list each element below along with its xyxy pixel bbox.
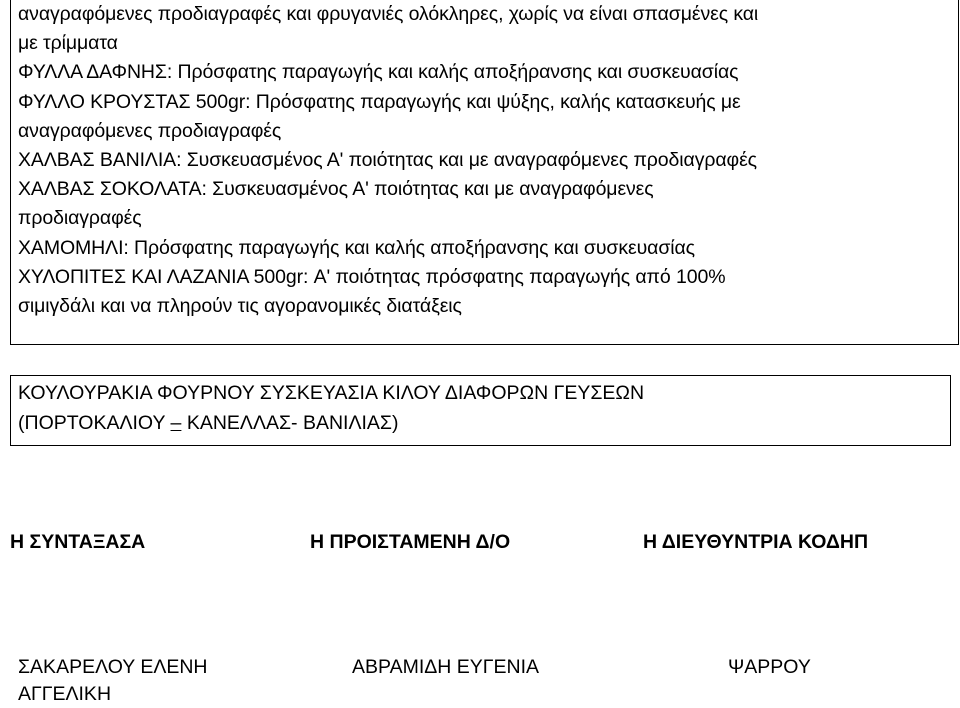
product-line-2-end: ΚΑΝΕΛΛΑΣ- ΒΑΝΙΛΙΑΣ) (181, 411, 399, 434)
signature-title-author: Η ΣΥΝΤΑΞΑΣΑ (10, 531, 146, 553)
product-box (10, 375, 951, 446)
spec-line: ΦΥΛΛΟ ΚΡΟΥΣΤΑΣ 500gr: Πρόσφατης παραγωγής και ψύξης, καλής κατασκευής με (18, 90, 741, 113)
spec-line: αναγραφόμενες προδιαγραφές (18, 119, 282, 142)
product-line-2 (18, 409, 950, 439)
signature-title-supervisor: Η ΠΡΟΙΣΤΑΜΕΝΗ Δ/Ο (310, 531, 511, 553)
signature-title-director: Η ΔΙΕΥΘΥΝΤΡΙΑ ΚΟΔΗΠ (643, 531, 869, 553)
signature-name-director: ΨΑΡΡΟΥ (728, 656, 811, 678)
spec-line: σιμιγδάλι και να πληρούν τις αγορανομικές διατάξεις (18, 295, 462, 318)
specifications-box (10, 0, 959, 345)
product-line-1: ΚΟΥΛΟΥΡΑΚΙΑ ΦΟΥΡΝΟΥ ΣΥΣΚΕΥΑΣΙΑ ΚΙΛΟΥ ΔΙΑΦΟΡΩΝ ΓΕΥΣΕΩΝ (18, 382, 645, 404)
spec-line: ΦΥΛΛΑ ΔΑΦΝΗΣ: Πρόσφατης παραγωγής και καλής αποξήρανσης και συσκευασίας (18, 61, 739, 84)
spec-line: με τρίμματα (18, 32, 118, 55)
spec-line: ΧΥΛΟΠΙΤΕΣ ΚΑΙ ΛΑΖΑΝΙΑ 500gr: Α' ποιότητας πρόσφατης παραγωγής από 100% (18, 265, 726, 288)
product-line-2-dash: – (170, 411, 182, 434)
spec-line: προδιαγραφές (18, 207, 142, 230)
spec-line: ΧΑΜΟΜΗΛΙ: Πρόσφατης παραγωγής και καλής αποξήρανσης και συσκευασίας (18, 236, 695, 259)
product-line-2-start: (ΠΟΡΤΟΚΑΛΙΟΥ (18, 411, 171, 434)
spec-line: αναγραφόμενες προδιαγραφές και φρυγανιές ολόκληρες, χωρίς να είναι σπασμένες και (18, 3, 759, 25)
spec-line: ΧΑΛΒΑΣ ΒΑΝΙΛΙΑ: Συσκευασμένος Α' ποιότητας και με αναγραφόμενες προδιαγραφές (18, 149, 757, 172)
signature-name-author: ΣΑΚΑΡΕΛΟΥ ΕΛΕΝΗ ΑΓΓΕΛΙΚΗ (18, 656, 208, 705)
signature-name-supervisor: ΑΒΡΑΜΙΔΗ ΕΥΓΕΝΙΑ (352, 656, 540, 678)
spec-line: ΧΑΛΒΑΣ ΣΟΚΟΛΑΤΑ: Συσκευασμένος Α' ποιότητας και με αναγραφόμενες (18, 178, 654, 201)
